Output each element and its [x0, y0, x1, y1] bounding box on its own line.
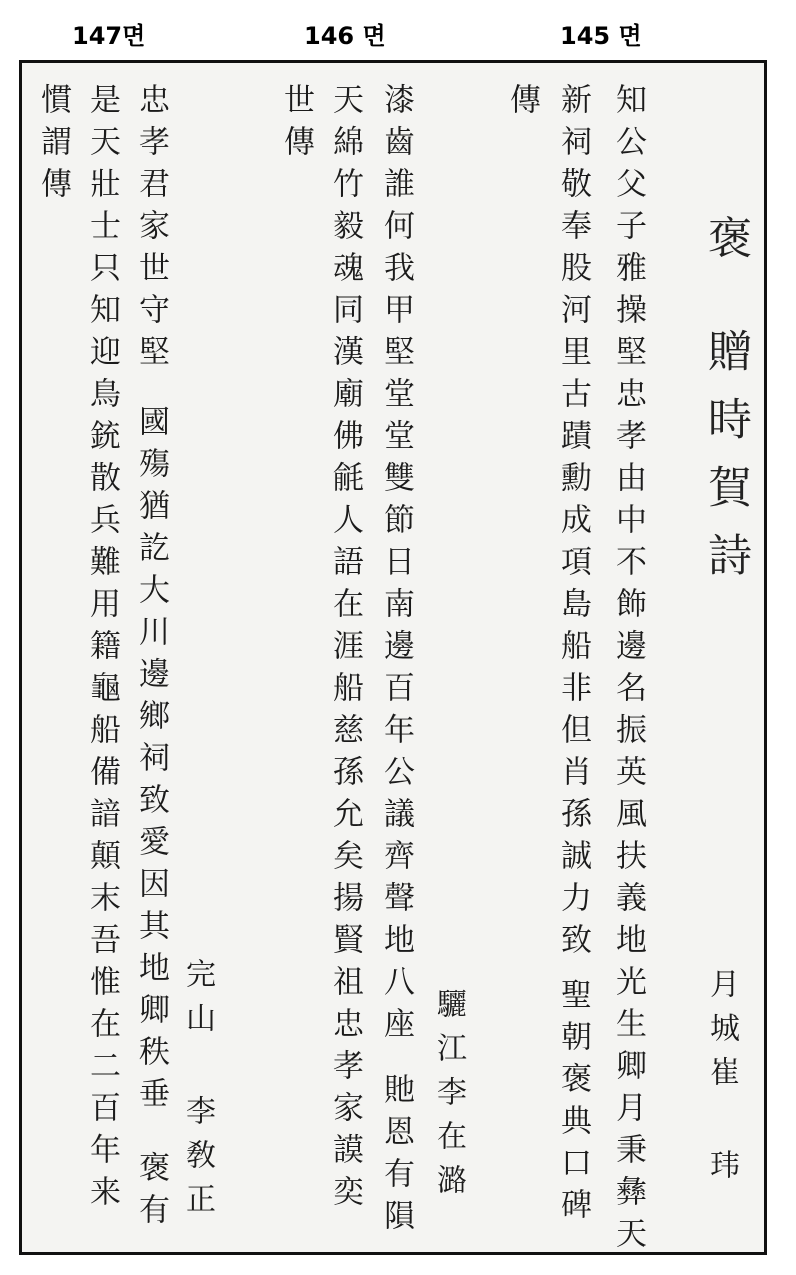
poem-147-line-3: 慣謂傳 [35, 83, 71, 209]
title-main: 贈時賀詩 [700, 328, 751, 600]
author-ryeogang: 驪江李在潞 [431, 988, 466, 1208]
poem-145-line-3: 傳 [504, 83, 540, 125]
poem-147-line-1: 忠孝君家世守堅 [133, 83, 169, 377]
page-label-145: 145 면 [560, 22, 642, 50]
document-frame [19, 60, 767, 1259]
poem-145-line-1: 知公父子雅操堅忠孝由中不飾邊名振英風扶義地光生卿月秉彝天 [610, 83, 646, 1259]
poem-147-line-1c: 褒有 [133, 1151, 169, 1235]
poem-146-line-1: 漆齒誰何我甲堅堂堂雙節日南邊百年公議齊聲地八座 [378, 83, 414, 1049]
title-char-pou: 褒 [700, 215, 751, 283]
poem-146-line-2: 天綿竹毅魂同漢廟佛毹人語在涯船慈孫允矣揚賢祖忠孝家謨奕 [327, 83, 363, 1217]
page-label-147: 147면 [72, 22, 146, 50]
author-wolseong: 月城崔 玮 [704, 968, 739, 1193]
poem-147-line-2: 是天壯士只知迎鳥銃散兵難用籍龜船備諳顛末吾惟在二百年来 [84, 83, 120, 1217]
page-label-146: 146 면 [304, 22, 386, 50]
poem-146-line-1b: 貤恩有隕 [378, 1073, 414, 1241]
poem-145-line-2: 新祠敬奉股河里古蹟勳成項島船非但肖孫誠力致 [555, 83, 591, 965]
poem-147-line-1b: 國殤猶訖大川邊鄉祠致愛因其地卿秩垂 [133, 405, 169, 1119]
poem-145-honorific: 聖朝褒典口碑 [555, 978, 591, 1230]
poem-146-line-3: 世傳 [278, 83, 314, 167]
author-wansan: 完山 李敎正 [180, 958, 215, 1227]
